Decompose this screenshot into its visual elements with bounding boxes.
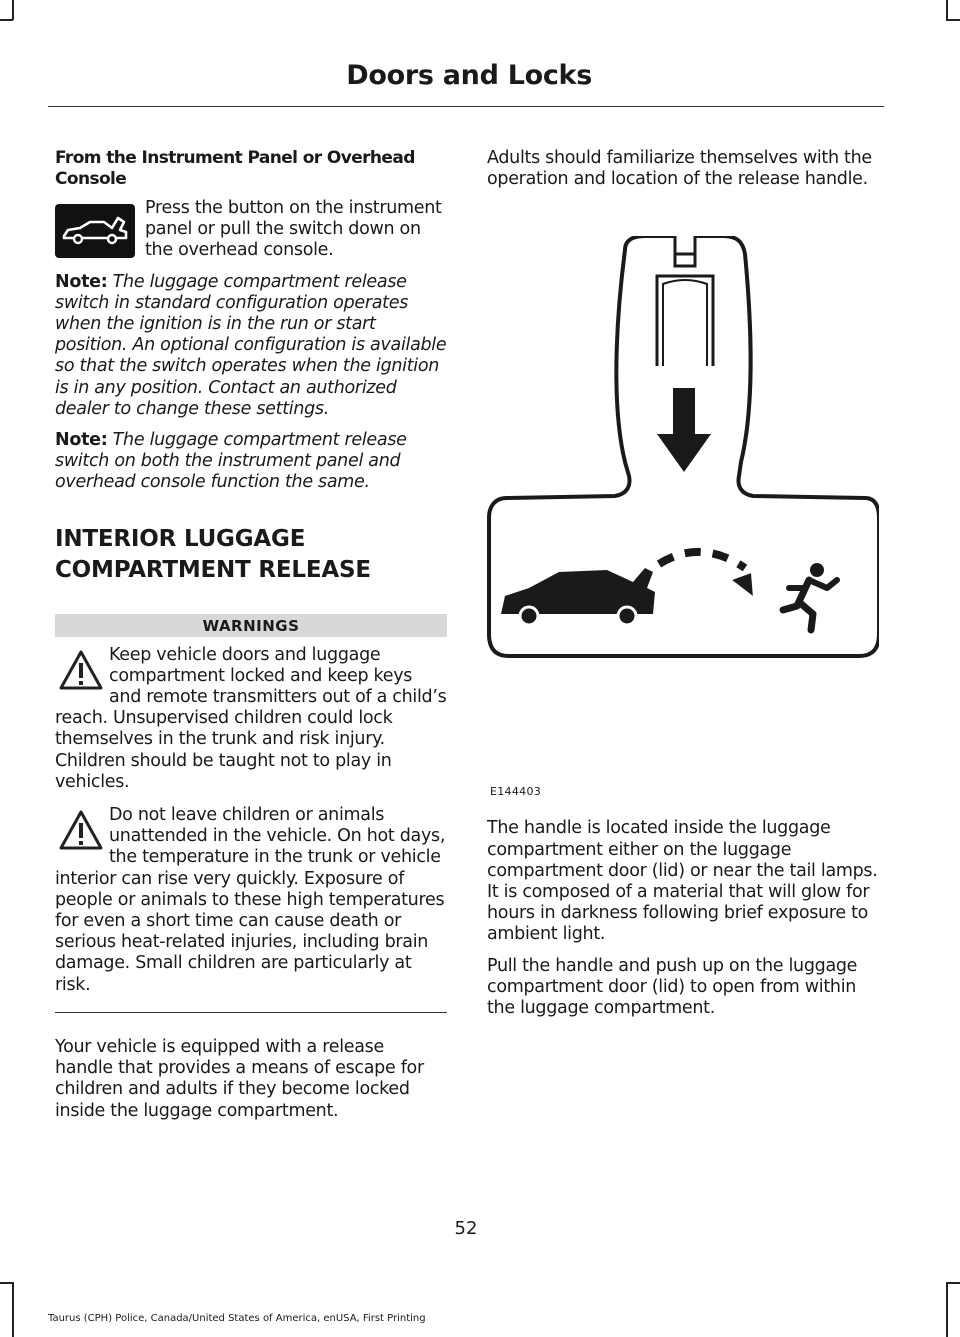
subheading: From the Instrument Panel or Overhead Console: [55, 148, 415, 189]
crop-mark: [0, 19, 13, 21]
warning-triangle-icon: [59, 649, 103, 693]
crop-mark: [946, 1282, 948, 1337]
page-title: Doors and Locks: [346, 60, 592, 91]
crop-mark: [946, 19, 960, 21]
left-column: [55, 148, 447, 1122]
note-label: Note:: [55, 271, 108, 292]
right-paragraph-1: The handle is located inside the luggage compartment either on the luggage compartment door (lid) or near the tail lamps. It is composed of a material that will glow for hours in darkness following brief exposure to ambient light.: [487, 818, 878, 945]
crop-mark: [0, 1282, 13, 1284]
note-2: [55, 430, 447, 494]
note-1: [55, 272, 447, 420]
warnings-end-rule: [55, 1012, 447, 1013]
intro-block: [55, 198, 447, 262]
title-rule: [48, 106, 884, 107]
crop-mark: [946, 0, 948, 20]
crop-mark: [12, 0, 14, 20]
warning-item-1: [55, 645, 447, 793]
crop-mark: [12, 1282, 14, 1337]
figure-code: E144403: [490, 785, 542, 799]
note-text: The luggage compartment release switch on both the instrument panel and overhead console function the same.: [55, 430, 407, 493]
note-text: The luggage compartment release switch in standard configuration operates when the ignition is in the run or start position. An optional configuration is available so that the switch operates when the ignition is in any position. Contact an authorized dealer to change these settings.: [55, 271, 447, 419]
right-intro: Adults should familiarize themselves with the operation and location of the release handle.: [487, 148, 872, 190]
warnings-heading: WARNINGS: [55, 614, 447, 637]
note-label: Note:: [55, 430, 108, 451]
release-handle-figure: [487, 236, 879, 806]
release-handle-icon: [487, 236, 879, 776]
footer-publication: Taurus (CPH) Police, Canada/United States of America, enUSA, First Printing: [48, 1313, 426, 1324]
warning-item-2: [55, 805, 447, 996]
warning-triangle-icon: [59, 809, 103, 853]
trunk-release-icon: [55, 204, 135, 258]
warning-text: Keep vehicle doors and luggage compartment locked and keep keys and remote transmitters out of a child’s reach. Unsupervised children could lock themselves in the trunk and risk injury. Children should be taught not to play in vehicles.: [55, 644, 447, 792]
closing-text: Your vehicle is equipped with a release handle that provides a means of escape for children and adults if they become locked inside the luggage compartment.: [55, 1036, 424, 1121]
intro-text: Press the button on the instrument panel or pull the switch down on the overhead console.: [145, 198, 442, 261]
crop-mark: [946, 1282, 960, 1284]
right-column: [487, 148, 879, 1019]
warning-text: Do not leave children or animals unattended in the vehicle. On hot days, the temperature in the trunk or vehicle interior can rise very quickly. Exposure of people or animals to these high temperatures for even a short time can cause death or serious heat-related injuries, including brain damage. Small children are particularly at risk.: [55, 805, 446, 995]
page-number: 52: [454, 1218, 478, 1239]
section-heading: INTERIOR LUGGAGE COMPARTMENT RELEASE: [55, 525, 371, 583]
right-paragraph-2: Pull the handle and push up on the luggage compartment door (lid) to open from within the luggage compartment.: [487, 955, 858, 1019]
